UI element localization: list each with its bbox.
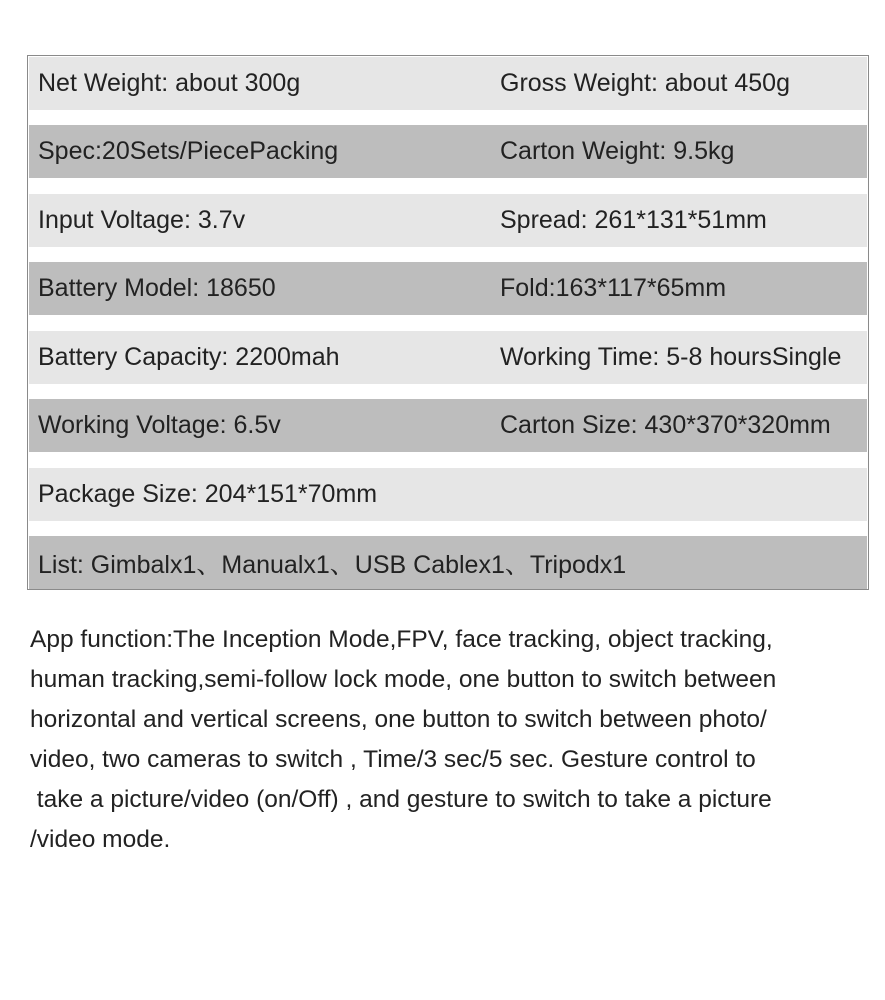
spec-row-working-voltage — [29, 399, 867, 452]
spec-row-input-voltage — [29, 194, 867, 247]
spec-row-net-weight — [29, 57, 867, 110]
spec-row-battery-model — [29, 262, 867, 315]
spec-spread-size: Spread: 261*131*51mm — [500, 206, 767, 234]
spec-battery-capacity: Battery Capacity: 2200mah — [38, 343, 340, 371]
spec-carton-size: Carton Size: 430*370*320mm — [500, 411, 831, 439]
spec-working-time: Working Time: 5-8 hoursSingle — [500, 343, 842, 371]
spec-packing: Spec:20Sets/PiecePacking — [38, 137, 339, 165]
spec-row-battery-capacity — [29, 331, 867, 384]
spec-net-weight: Net Weight: about 300g — [38, 69, 301, 97]
app-function-line: horizontal and vertical screens, one button to switch between photo/ — [30, 706, 767, 733]
app-function-line: video, two cameras to switch , Time/3 sec/5 sec. Gesture control to — [30, 746, 756, 773]
app-function-line: /video mode. — [30, 826, 171, 853]
spec-row-list — [29, 536, 867, 589]
spec-working-voltage: Working Voltage: 6.5v — [38, 411, 281, 439]
spec-battery-model: Battery Model: 18650 — [38, 274, 276, 302]
app-function-line: App function:The Inception Mode,FPV, face tracking, object tracking, — [30, 626, 773, 653]
spec-row-package-size — [29, 468, 867, 521]
spec-package-size: Package Size: 204*151*70mm — [38, 480, 378, 508]
spec-carton-weight: Carton Weight: 9.5kg — [500, 137, 735, 165]
app-function-line: take a picture/video (on/Off) , and gesture to switch to take a picture — [30, 786, 772, 813]
spec-package-list: List: Gimbalx1、Manualx1、USB Cablex1、Tripodx1 — [38, 550, 627, 579]
spec-table — [27, 55, 869, 590]
spec-gross-weight: Gross Weight: about 450g — [500, 69, 790, 97]
app-function-line: human tracking,semi-follow lock mode, one button to switch between — [30, 666, 777, 693]
spec-row-spec — [29, 125, 867, 178]
app-function-description — [30, 620, 870, 860]
spec-input-voltage: Input Voltage: 3.7v — [38, 206, 246, 234]
spec-fold-size: Fold:163*117*65mm — [500, 274, 727, 302]
